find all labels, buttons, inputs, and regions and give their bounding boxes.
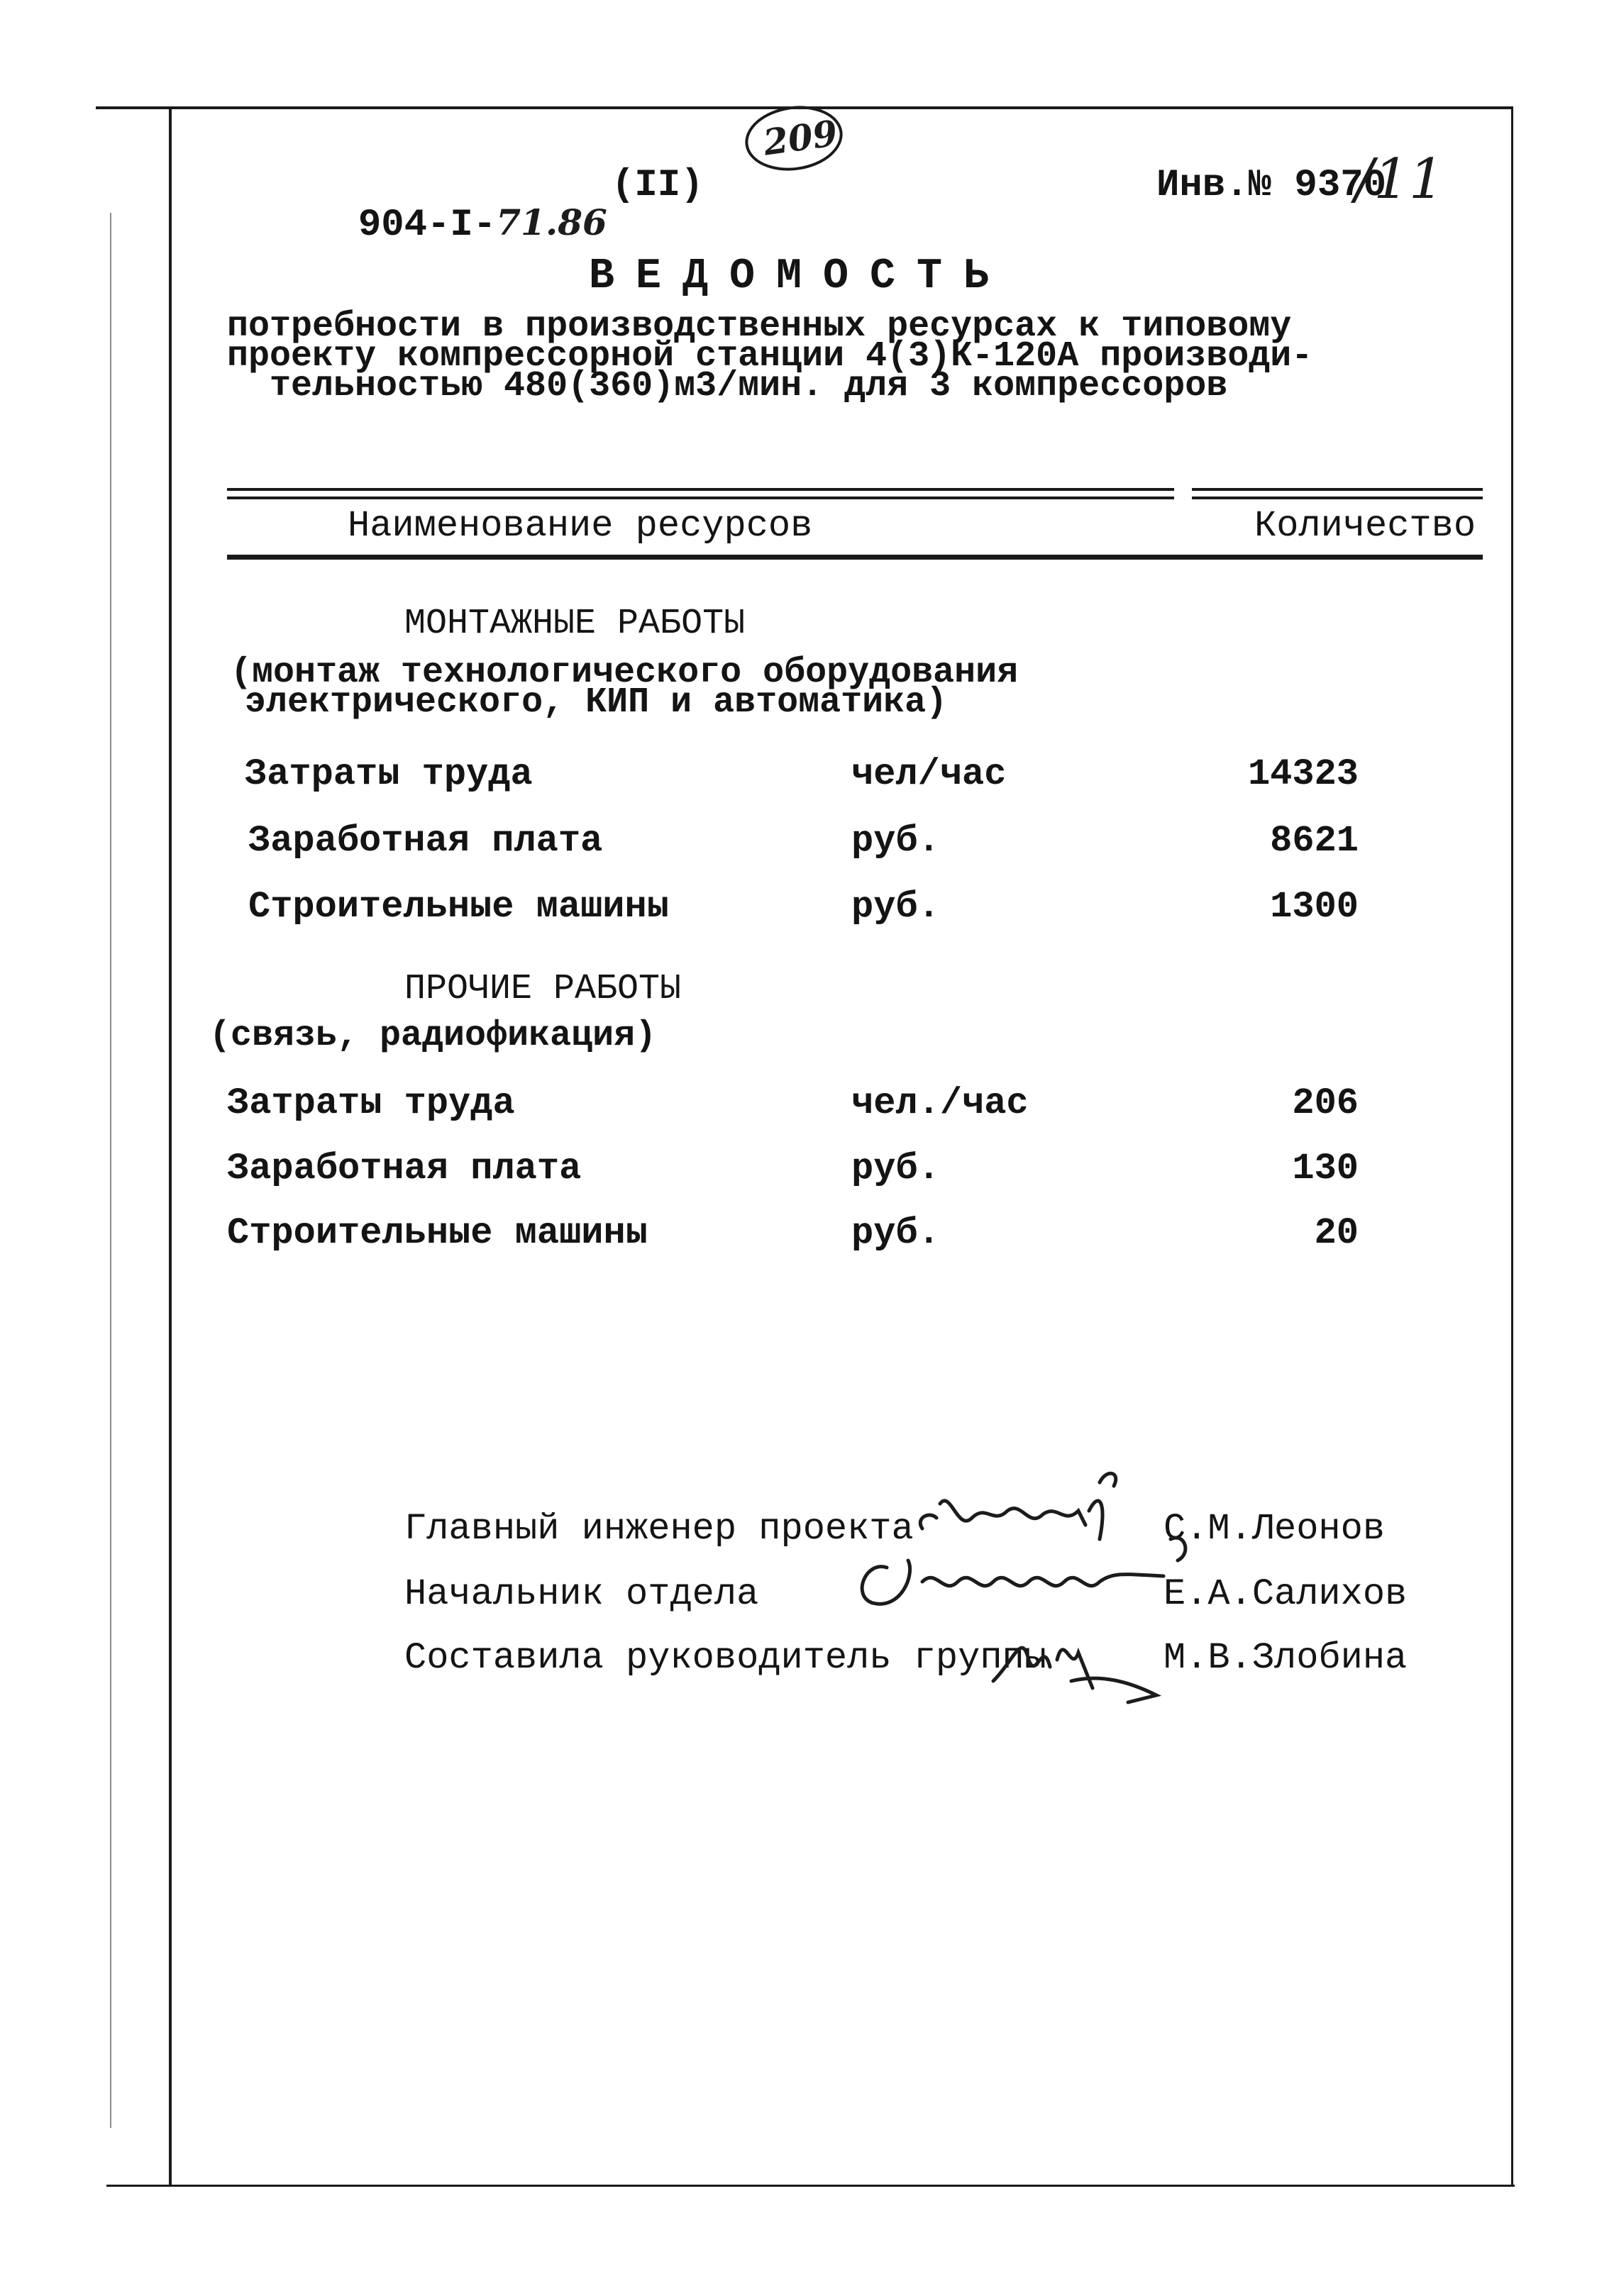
document-title: ВЕДОМОСТЬ [589,253,1011,301]
page-left-edge-line [110,213,111,2128]
signature-name-chief-engineer: С.М.Леонов [1163,1508,1386,1550]
row-quantity: 1300 [1270,886,1359,928]
frame-bottom-line [106,2185,1515,2187]
section-title-other: ПРОЧИЕ РАБОТЫ [404,969,682,1009]
row-unit: руб. [851,1212,940,1254]
doc-code [312,167,607,245]
subtitle-line-1: потребности в производственных ресурсах к типовому [227,306,1292,347]
table-top-rule-2 [227,497,1174,499]
row-name: Строительные машины [227,1212,648,1254]
row-name: Заработная плата [227,1148,582,1189]
subtitle-line-3: тельностью 480(360)м3/мин. для 3 компрессоров [270,366,1228,406]
row-name: Строительные машины [248,886,669,928]
row-quantity: 130 [1292,1148,1359,1189]
subtitle [227,306,1313,406]
row-name: Затраты труда [245,753,533,795]
signature-name-department-head: Е.А.Салихов [1163,1573,1408,1615]
table-top-rule-3 [1192,488,1483,491]
row-quantity: 206 [1292,1082,1359,1124]
handwritten-signature-2 [844,1532,1199,1617]
subtitle-line-2: проекту компрессорной станции 4(3)К-120А производи- [227,336,1313,377]
page-number: 209 [761,111,840,164]
doc-code-handwritten: 71.86 [496,201,607,243]
frame-left-line [169,106,172,2185]
doc-part: (II) [612,164,704,207]
section-note-mounting-line-2: электрического, КИП и автоматика) [245,682,948,723]
section-title-mounting: МОНТАЖНЫЕ РАБОТЫ [404,604,746,644]
column-header-name: Наименование ресурсов [348,505,813,547]
handwritten-signature-3 [986,1617,1171,1709]
row-unit: руб. [851,820,940,862]
doc-code-printed: 904-I- [358,204,497,247]
row-name: Заработная плата [248,820,603,862]
frame-right-line [1511,106,1513,2185]
page-number-stamp [741,100,846,177]
signature-name-group-leader: М.В.Злобина [1163,1637,1408,1679]
signature-role-chief-engineer: Главный инженер проекта [404,1508,914,1550]
row-quantity: 14323 [1247,753,1359,795]
row-name: Затраты труда [227,1082,515,1124]
table-top-rule-4 [1192,497,1483,499]
table-header-bottom-rule [227,555,1483,560]
inventory-number: Инв.№ 9370 [1156,164,1387,207]
row-unit: руб. [851,1148,940,1189]
column-header-quantity: Количество [1254,505,1476,547]
table-top-rule-1 [227,488,1174,491]
row-unit: руб. [851,886,940,928]
row-quantity: 20 [1314,1212,1359,1254]
signature-role-department-head: Начальник отдела [404,1573,759,1615]
row-unit: чел/час [851,753,1007,795]
inventory-suffix: /11 [1355,148,1444,211]
section-note-mounting-line-1: (монтаж технологического оборудования [231,653,1019,693]
row-quantity: 8621 [1270,820,1359,862]
section-note-other-line-1: (связь, радиофикация) [209,1016,657,1056]
signature-role-group-leader: Составила руководитель группы [404,1637,1046,1679]
row-unit: чел./час [851,1082,1029,1124]
